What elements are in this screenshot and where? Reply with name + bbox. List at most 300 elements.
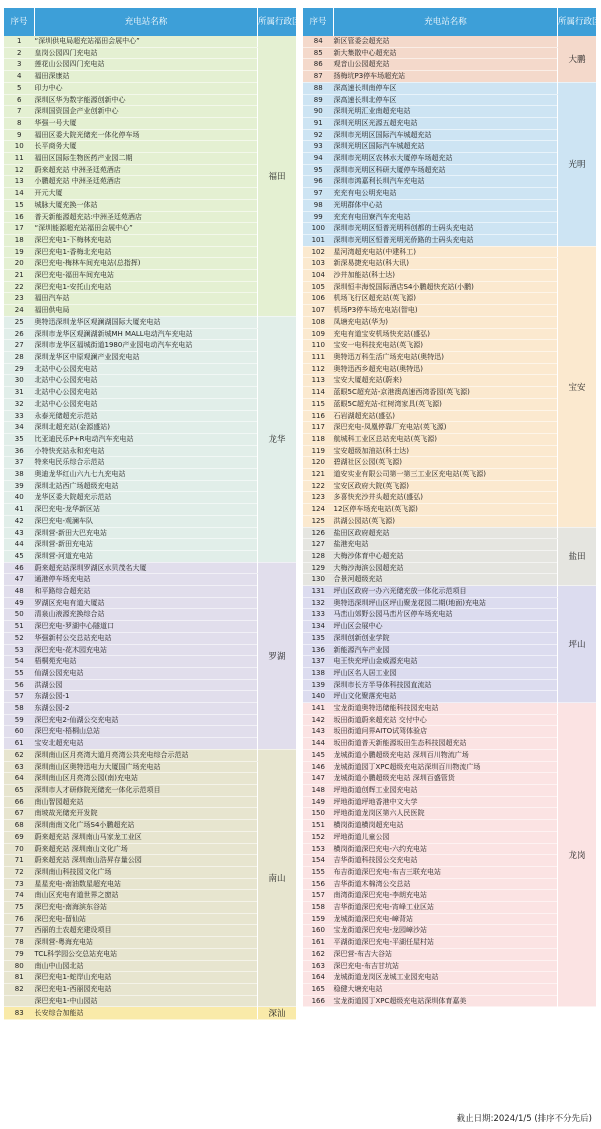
- row-number: 17: [4, 223, 35, 235]
- table-row: [4, 749, 296, 761]
- row-number: 83: [4, 1007, 35, 1020]
- row-number: 18: [4, 234, 35, 246]
- station-name: 平湖街道深巴充电-平湖任屋村站: [334, 937, 558, 949]
- station-name: 比亚迪民乐P+R电动汽车充电站: [35, 433, 258, 445]
- table-row: [303, 866, 596, 878]
- district-name: 龙华: [258, 316, 297, 562]
- station-name: 布吉街道深巴充电-布吉三联充电站: [334, 866, 558, 878]
- station-name: 深圳营-新田大巴充电站: [35, 527, 258, 539]
- station-name: 深巴充电-南海滨东谷站: [35, 902, 258, 914]
- station-name: 深圳市龙华区观澜湖新城MH MALL电动汽车充电站: [35, 328, 258, 340]
- row-number: 19: [4, 246, 35, 258]
- row-number: 162: [303, 948, 334, 960]
- row-number: 119: [303, 445, 334, 457]
- station-name: 机场P3停车场充电站(智电): [334, 305, 558, 317]
- station-name: 龙城街道小鹏超级充电站 深圳百川物流广场: [334, 749, 558, 761]
- table-row: [303, 211, 596, 223]
- row-number: 121: [303, 469, 334, 481]
- table-row: [4, 398, 296, 410]
- station-name: 深圳南南文化广场S4小鹏超充站: [35, 820, 258, 832]
- row-number: 153: [303, 843, 334, 855]
- table-row: [4, 445, 296, 457]
- row-number: 91: [303, 117, 334, 129]
- station-name: 石岩湖超充站(盛弘): [334, 410, 558, 422]
- station-name: 大梅沙海滨公园超充站: [334, 562, 558, 574]
- row-number: [4, 995, 35, 1007]
- row-number: 94: [303, 153, 334, 165]
- row-number: 157: [303, 890, 334, 902]
- row-number: 136: [303, 644, 334, 656]
- row-number: 10: [4, 141, 35, 153]
- row-number: 102: [303, 246, 334, 258]
- table-row: [4, 820, 296, 832]
- station-name: 吉华街道深巴充电-宵峰工业区站: [334, 902, 558, 914]
- table-row: [4, 995, 296, 1007]
- row-number: 53: [4, 644, 35, 656]
- row-number: 63: [4, 761, 35, 773]
- table-row: [303, 164, 596, 176]
- row-number: 3: [4, 59, 35, 71]
- table-row: [303, 469, 596, 481]
- table-row: [4, 948, 296, 960]
- table-row: [4, 527, 296, 539]
- station-name: 坪山文化聚落充电站: [334, 691, 558, 703]
- row-number: 154: [303, 855, 334, 867]
- table-row: [4, 1007, 296, 1020]
- table-row: [4, 410, 296, 422]
- table-row: [303, 749, 596, 761]
- table-row: [303, 562, 596, 574]
- station-name: TCL科学园公交总站充电站: [35, 948, 258, 960]
- table-row: [4, 866, 296, 878]
- table-row: [4, 972, 296, 984]
- table-row: [303, 972, 596, 984]
- row-number: 84: [303, 36, 334, 47]
- table-row: [4, 925, 296, 937]
- station-name: 清泉山液源充换综合站: [35, 609, 258, 621]
- station-name: 深巴充电-观澜车队: [35, 515, 258, 527]
- row-number: 135: [303, 632, 334, 644]
- row-number: 112: [303, 363, 334, 375]
- table-row: [303, 667, 596, 679]
- station-name: 罗湖区充电有道大厦站: [35, 597, 258, 609]
- row-number: 51: [4, 621, 35, 633]
- table-row: [303, 656, 596, 668]
- table-row: [303, 293, 596, 305]
- station-name: “深圳能源超充站福田会展中心”: [35, 223, 258, 235]
- row-number: 38: [4, 469, 35, 481]
- row-number: 33: [4, 410, 35, 422]
- district-name: 光明: [558, 82, 597, 246]
- station-name: 深巴充电-留仙站: [35, 913, 258, 925]
- table-row: [303, 843, 596, 855]
- station-name: 深巴充电-花木园充电站: [35, 644, 258, 656]
- table-row: [4, 258, 296, 270]
- row-number: 70: [4, 843, 35, 855]
- station-name: 莲花山公园四门充电站: [35, 59, 258, 71]
- table-row: [4, 281, 296, 293]
- table-row: [4, 328, 296, 340]
- row-number: 48: [4, 586, 35, 598]
- station-name: 深巴充电1-西丽园充电站: [35, 983, 258, 995]
- row-number: 152: [303, 831, 334, 843]
- station-name: 宝安大厦超充站(蔚来): [334, 375, 558, 387]
- station-name: 深圳南山区月亮湾公园(南)充电站: [35, 773, 258, 785]
- station-name: 华强一号大厦: [35, 117, 258, 129]
- station-name: 深高速长圳南停车区: [334, 82, 558, 94]
- row-number: 105: [303, 281, 334, 293]
- row-number: 144: [303, 738, 334, 750]
- row-number: 28: [4, 351, 35, 363]
- table-row: [303, 457, 596, 469]
- table-row: [4, 246, 296, 258]
- row-number: 145: [303, 749, 334, 761]
- row-number: 103: [303, 258, 334, 270]
- station-name: 坪山区会展中心: [334, 621, 558, 633]
- row-number: 29: [4, 363, 35, 375]
- station-name: 深圳创新创业学院: [334, 632, 558, 644]
- row-number: 85: [303, 47, 334, 59]
- table-row: [303, 855, 596, 867]
- station-name: 深巴充电-布吉甘坑站: [334, 960, 558, 972]
- row-number: 61: [4, 738, 35, 750]
- station-name: 吉华街道木棉湾公交总站: [334, 878, 558, 890]
- row-number: 44: [4, 539, 35, 551]
- station-name: 坪地街道儿童公园: [334, 831, 558, 843]
- station-name: 充充有电田寮汽车充电站: [334, 211, 558, 223]
- station-name: 深巴充电2-仙湖公交充电站: [35, 714, 258, 726]
- table-row: [303, 316, 596, 328]
- row-number: 132: [303, 597, 334, 609]
- table-row: [4, 644, 296, 656]
- row-number: 110: [303, 340, 334, 352]
- row-number: 31: [4, 387, 35, 399]
- station-name: 充电有道宝安机场快充站(盛弘): [334, 328, 558, 340]
- table-row: [303, 527, 596, 539]
- table-row: [303, 703, 596, 715]
- row-number: 8: [4, 117, 35, 129]
- station-name: 星星充电-南油数星超充电站: [35, 878, 258, 890]
- station-name: 深圳北超充站(金源盛站): [35, 422, 258, 434]
- row-number: 32: [4, 398, 35, 410]
- station-name: 普天新能源超充站:中洲圣廷苑酒店: [35, 211, 258, 223]
- row-number: 107: [303, 305, 334, 317]
- row-number: 88: [303, 82, 334, 94]
- table-row: [303, 363, 596, 375]
- row-number: 81: [4, 972, 35, 984]
- table-row: [303, 761, 596, 773]
- row-number: 124: [303, 504, 334, 516]
- row-number: 74: [4, 890, 35, 902]
- station-name: 西丽的土农超充建设项目: [35, 925, 258, 937]
- table-row: [303, 738, 596, 750]
- row-number: 128: [303, 550, 334, 562]
- row-number: 150: [303, 808, 334, 820]
- station-name: 蔚来超充站 中洲圣廷苑酒店: [35, 164, 258, 176]
- table-row: [4, 129, 296, 141]
- row-number: 1: [4, 36, 35, 47]
- table-row: [303, 726, 596, 738]
- table-row: [4, 188, 296, 200]
- station-name: 深高速长圳北停车区: [334, 94, 558, 106]
- table-row: [303, 106, 596, 118]
- table-row: [4, 199, 296, 211]
- row-number: 122: [303, 480, 334, 492]
- table-body-right: [303, 36, 596, 1007]
- table-row: [4, 422, 296, 434]
- table-row: [4, 902, 296, 914]
- station-name: 福田区委大院光储充一体化停车场: [35, 129, 258, 141]
- row-number: 93: [303, 141, 334, 153]
- row-number: 9: [4, 129, 35, 141]
- station-name: 深圳市光明区恒普光明科创都的士码头充电站: [334, 223, 558, 235]
- station-name: 蓝眼5C超充站-红树湾家具(英飞源): [334, 398, 558, 410]
- table-row: [303, 328, 596, 340]
- station-name: 新深易捷充电站(科大讯): [334, 258, 558, 270]
- station-name: 梧桐苑充电站: [35, 656, 258, 668]
- table-row: [4, 211, 296, 223]
- station-name: 凤塘充电站(华为): [334, 316, 558, 328]
- row-number: 113: [303, 375, 334, 387]
- row-number: 7: [4, 106, 35, 118]
- row-number: 140: [303, 691, 334, 703]
- row-number: 127: [303, 539, 334, 551]
- row-number: 47: [4, 574, 35, 586]
- row-number: 4: [4, 71, 35, 83]
- row-number: 67: [4, 808, 35, 820]
- station-name: 蔚来超充站 深圳南山文化广场: [35, 843, 258, 855]
- table-row: [303, 621, 596, 633]
- station-name: 深圳市龙华区福城街道1980产业园电动汽车充电站: [35, 340, 258, 352]
- charging-station-table-right: [303, 8, 601, 1007]
- table-row: [303, 492, 596, 504]
- station-name: 充充有电公明充电站: [334, 188, 558, 200]
- station-name: 深巴营-布吉大谷站: [334, 948, 558, 960]
- station-name: 坪地街道坪地香港中文大学: [334, 796, 558, 808]
- station-name: 光明群体中心站: [334, 199, 558, 211]
- station-name: 奥特迅深圳坪山区坪山聚龙花园二期(地面)充电站: [334, 597, 558, 609]
- station-name: 星河湾超充电站(中建科工): [334, 246, 558, 258]
- station-name: 福田汽车站: [35, 293, 258, 305]
- station-name: 奥特迅西乡超充电站(奥特迅): [334, 363, 558, 375]
- table-row: [303, 258, 596, 270]
- station-name: 宝安超级加油站(科士达): [334, 445, 558, 457]
- table-row: [4, 550, 296, 562]
- table-row: [303, 983, 596, 995]
- table-row: [4, 305, 296, 317]
- row-number: 98: [303, 199, 334, 211]
- station-name: 蔚来超充站深圳罗湖区水贝茂名大厦: [35, 562, 258, 574]
- station-name: 宝安北超充电站: [35, 738, 258, 750]
- table-row: [303, 223, 596, 235]
- row-number: 133: [303, 609, 334, 621]
- station-name: 大梅沙体育中心超充站: [334, 550, 558, 562]
- table-row: [303, 925, 596, 937]
- station-name: 南山智园超充站: [35, 796, 258, 808]
- station-name: 宝龙街道园丁XPC超级充电站深圳体育嘉美: [334, 995, 558, 1007]
- station-name: 盐田区政府超充站: [334, 527, 558, 539]
- header-station-name: 充电站名称: [35, 8, 258, 36]
- station-name: 城脉大厦充换一体站: [35, 199, 258, 211]
- station-name: 宝安区政府大院(英飞源): [334, 480, 558, 492]
- table-row: [303, 375, 596, 387]
- station-name: 多喜快充沙井头超充站(盛弘): [334, 492, 558, 504]
- station-name: 深巴充电1-下梅林充电站: [35, 234, 258, 246]
- table-row: [303, 82, 596, 94]
- row-number: 160: [303, 925, 334, 937]
- row-number: 100: [303, 223, 334, 235]
- row-number: 108: [303, 316, 334, 328]
- row-number: 72: [4, 866, 35, 878]
- station-name: 深巴充电-梅林车间充电站(总指挥): [35, 258, 258, 270]
- row-number: 137: [303, 656, 334, 668]
- station-name: 深巴充电-梧桐山总站: [35, 726, 258, 738]
- table-row: [303, 785, 596, 797]
- table-row: [303, 351, 596, 363]
- station-name: 深圳北站西广场超级充电站: [35, 480, 258, 492]
- table-right-column: [303, 8, 601, 1007]
- header-station-name: 充电站名称: [334, 8, 558, 36]
- station-name: 深圳市光明区农林水大厦停车场超充站: [334, 153, 558, 165]
- row-number: 99: [303, 211, 334, 223]
- table-row: [303, 94, 596, 106]
- table-row: [303, 586, 596, 598]
- row-number: 36: [4, 445, 35, 457]
- table-row: [4, 562, 296, 574]
- table-row: [303, 246, 596, 258]
- table-row: [4, 316, 296, 328]
- row-number: 149: [303, 796, 334, 808]
- row-number: 141: [303, 703, 334, 715]
- table-row: [303, 597, 596, 609]
- station-name: 蔚来超充站 深圳南山马家龙工业区: [35, 831, 258, 843]
- row-number: 134: [303, 621, 334, 633]
- row-number: 50: [4, 609, 35, 621]
- table-row: [4, 71, 296, 83]
- row-number: 104: [303, 270, 334, 282]
- row-number: 92: [303, 129, 334, 141]
- row-number: 155: [303, 866, 334, 878]
- row-number: 129: [303, 562, 334, 574]
- station-name: 深圳南山区奥特迅电力大厦国广场充电站: [35, 761, 258, 773]
- district-name: 宝安: [558, 246, 597, 527]
- station-name: 东湖公园-2: [35, 703, 258, 715]
- station-name: 深圳市光明区国际汽车城超充站: [334, 129, 558, 141]
- station-name: 南湾街道深巴充电-李朗充电站: [334, 890, 558, 902]
- station-name: 长安综合加能站: [35, 1007, 258, 1020]
- station-name: 坂田街道普天新能源坂田生态科技园超充站: [334, 738, 558, 750]
- table-row: [303, 960, 596, 972]
- table-row: [4, 913, 296, 925]
- row-number: 138: [303, 667, 334, 679]
- row-number: 73: [4, 878, 35, 890]
- station-name: 龙城街道园丁XPC超级充电站深圳百川物流广场: [334, 761, 558, 773]
- station-name: 坂田街道问界AITO试驾体验店: [334, 726, 558, 738]
- table-row: [4, 47, 296, 59]
- row-number: 117: [303, 422, 334, 434]
- row-number: 14: [4, 188, 35, 200]
- row-number: 120: [303, 457, 334, 469]
- station-name: 南坡故光储充开发院: [35, 808, 258, 820]
- station-name: 深圳市光明区科研大厦停车场超充站: [334, 164, 558, 176]
- row-number: 57: [4, 691, 35, 703]
- table-row: [4, 960, 296, 972]
- row-number: 15: [4, 199, 35, 211]
- row-number: 35: [4, 433, 35, 445]
- table-row: [4, 609, 296, 621]
- station-name: 皇岗公园四门充电站: [35, 47, 258, 59]
- station-name: 洪湖公园: [35, 679, 258, 691]
- table-row: [4, 796, 296, 808]
- station-name: 奥迪龙华红山六九七九充电站: [35, 469, 258, 481]
- header-number: 序号: [4, 8, 35, 36]
- district-name: 南山: [258, 749, 297, 1006]
- table-row: [303, 270, 596, 282]
- table-row: [303, 504, 596, 516]
- table-row: [303, 609, 596, 621]
- row-number: 2: [4, 47, 35, 59]
- station-name: 福田深康站: [35, 71, 258, 83]
- table-row: [4, 773, 296, 785]
- table-row: [303, 820, 596, 832]
- table-row: [303, 445, 596, 457]
- station-name: 深圳区华为数字能源创新中心: [35, 94, 258, 106]
- table-row: [303, 913, 596, 925]
- table-row: [303, 281, 596, 293]
- station-name: 永泰光储超充示范站: [35, 410, 258, 422]
- row-number: 142: [303, 714, 334, 726]
- table-row: [4, 574, 296, 586]
- row-number: 12: [4, 164, 35, 176]
- table-left-column: [4, 8, 301, 1020]
- table-row: [4, 469, 296, 481]
- station-name: 横岗街道深巴充电-六约充电站: [334, 843, 558, 855]
- table-row: [4, 106, 296, 118]
- row-number: 97: [303, 188, 334, 200]
- district-name: 龙岗: [558, 703, 597, 1007]
- table-row: [4, 621, 296, 633]
- row-number: 11: [4, 153, 35, 165]
- station-name: 北站中心公园充电站: [35, 398, 258, 410]
- station-name: 奥特迅万科生活广场充电站(奥特迅): [334, 351, 558, 363]
- row-number: 139: [303, 679, 334, 691]
- table-row: [303, 234, 596, 246]
- station-name: 深圳市鸿嘉利长圳汽车充电站: [334, 176, 558, 188]
- row-number: 159: [303, 913, 334, 925]
- row-number: 66: [4, 796, 35, 808]
- station-name: 深巴充电-福田车间充电站: [35, 270, 258, 282]
- station-name: 深圳市长方半导体科技园直流站: [334, 679, 558, 691]
- table-row: [4, 36, 296, 47]
- station-name: 深巴充电1-香梅北充电站: [35, 246, 258, 258]
- table-row: [4, 375, 296, 387]
- table-row: [303, 433, 596, 445]
- row-number: 165: [303, 983, 334, 995]
- district-name: 福田: [258, 36, 297, 316]
- row-number: 52: [4, 632, 35, 644]
- table-row: [4, 141, 296, 153]
- row-number: 45: [4, 550, 35, 562]
- table-row: [4, 153, 296, 165]
- station-name: 深圳国资国企产业创新中心: [35, 106, 258, 118]
- table-row: [4, 843, 296, 855]
- row-number: 43: [4, 527, 35, 539]
- station-name: 稳健大塘充电站: [334, 983, 558, 995]
- row-number: 68: [4, 820, 35, 832]
- station-name: 扬梅坑P3停车场超充站: [334, 71, 558, 83]
- row-number: 95: [303, 164, 334, 176]
- row-number: 115: [303, 398, 334, 410]
